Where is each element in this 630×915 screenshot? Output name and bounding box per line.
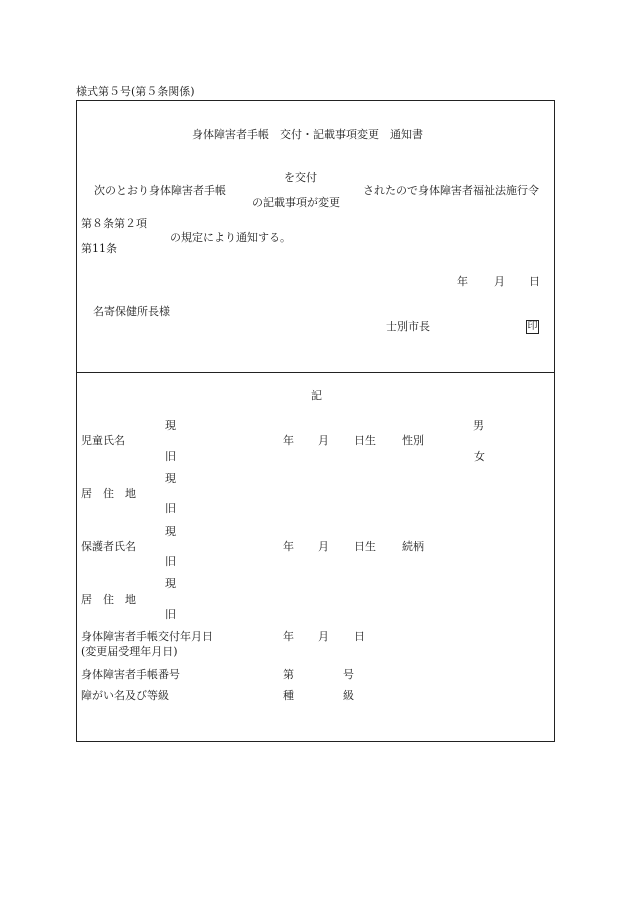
child-name-former-label: 旧 [165, 450, 176, 463]
disability-label: 障がい名及び等級 [81, 689, 169, 702]
guardian-address-label: 居 住 地 [81, 593, 136, 606]
guardian-birth-day: 日生 [354, 540, 376, 553]
disability-type: 種 [283, 689, 294, 702]
issue-month: 月 [318, 630, 329, 643]
issue-year: 年 [283, 630, 294, 643]
notice-lead: 次のとおり身体障害者手帳 [94, 184, 226, 197]
record-title: 記 [311, 389, 322, 402]
number-suffix: 号 [343, 668, 354, 681]
notice-tail: されたので身体障害者福祉法施行令 [363, 184, 539, 197]
child-birth-month: 月 [318, 434, 329, 447]
number-prefix: 第 [283, 668, 294, 681]
guardian-name-current-label: 現 [165, 525, 176, 538]
seal-mark: 印 [527, 321, 538, 332]
gender-label: 性別 [402, 434, 424, 447]
form-number-header: 様式第５号(第５条関係) [76, 85, 195, 98]
child-birth-year: 年 [283, 434, 294, 447]
gender-male: 男 [473, 419, 484, 432]
option-change: の記載事項が変更 [252, 196, 340, 209]
child-name-current-label: 現 [165, 419, 176, 432]
recipient: 名寄保健所長様 [93, 305, 170, 318]
child-address-current-label: 現 [165, 472, 176, 485]
guardian-name-former-label: 旧 [165, 555, 176, 568]
child-address-label: 居 住 地 [81, 487, 136, 500]
issue-date-label: 身体障害者手帳交付年月日 [81, 630, 213, 643]
article-11: 第11条 [81, 242, 117, 255]
date-day: 日 [529, 275, 540, 288]
sender: 士別市長 [386, 320, 430, 333]
guardian-address-former-label: 旧 [165, 608, 176, 621]
date-year: 年 [457, 275, 468, 288]
relationship-label: 続柄 [402, 540, 424, 553]
guardian-birth-year: 年 [283, 540, 294, 553]
disability-grade: 級 [343, 689, 354, 702]
date-month: 月 [494, 275, 505, 288]
gender-female: 女 [474, 450, 485, 463]
issue-day: 日 [354, 630, 365, 643]
child-name-label: 児童氏名 [81, 434, 125, 447]
notice-closing: の規定により通知する。 [170, 231, 291, 244]
guardian-name-label: 保護者氏名 [81, 540, 136, 553]
article-8-2: 第８条第２項 [81, 217, 147, 230]
notebook-number-label: 身体障害者手帳番号 [81, 668, 180, 681]
guardian-birth-month: 月 [318, 540, 329, 553]
child-address-former-label: 旧 [165, 502, 176, 515]
change-receipt-label: (変更届受理年月日) [81, 645, 178, 658]
option-issue: を交付 [284, 171, 317, 184]
guardian-address-current-label: 現 [165, 577, 176, 590]
document-title: 身体障害者手帳 交付・記載事項変更 通知書 [192, 128, 423, 141]
section-divider [76, 372, 555, 373]
child-birth-day: 日生 [354, 434, 376, 447]
